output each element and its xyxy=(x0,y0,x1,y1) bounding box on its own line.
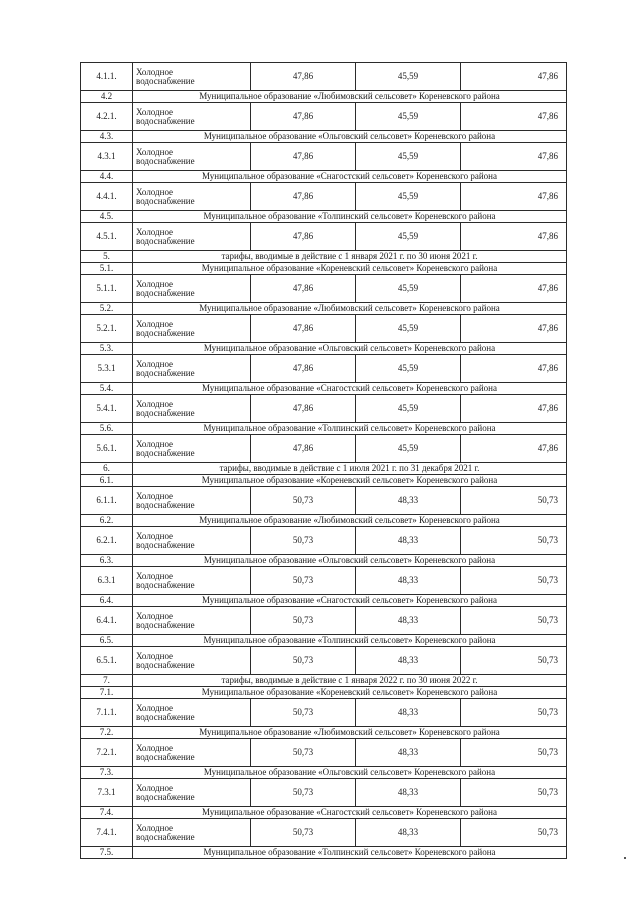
tariff-value-1: 47,86 xyxy=(251,435,356,463)
service-name-line2: водоснабжение xyxy=(136,539,195,550)
section-title: Муниципальное образование «Любимовский сельсовет» Кореневского района xyxy=(133,303,567,315)
section-title: Муниципальное образование «Ольговский сельсовет» Кореневского района xyxy=(133,131,567,143)
tariff-value-1: 47,86 xyxy=(251,223,356,251)
tariff-value-2: 45,59 xyxy=(356,435,461,463)
tariff-value-1: 50,73 xyxy=(251,487,356,515)
row-number: 5.3. xyxy=(81,343,133,355)
row-number: 6.2. xyxy=(81,515,133,527)
table-row xyxy=(81,395,567,423)
tariff-value-1: 50,73 xyxy=(251,699,356,727)
section-row xyxy=(81,251,567,263)
row-number: 6.1.1. xyxy=(81,487,133,515)
service-name-line1: Холодное xyxy=(136,146,174,157)
service-name xyxy=(133,739,251,767)
row-number: 7. xyxy=(81,675,133,687)
scan-speck xyxy=(624,857,626,859)
service-name xyxy=(133,699,251,727)
row-number: 4.5.1. xyxy=(81,223,133,251)
table-row xyxy=(81,779,567,807)
tariff-value-1: 50,73 xyxy=(251,779,356,807)
section-title: Муниципальное образование «Толпинский сельсовет» Кореневского района xyxy=(133,423,567,435)
service-name xyxy=(133,183,251,211)
table-row xyxy=(81,435,567,463)
row-number: 7.3.1 xyxy=(81,779,133,807)
section-title: Муниципальное образование «Любимовский сельсовет» Кореневского района xyxy=(133,91,567,103)
section-row xyxy=(81,303,567,315)
service-name-line2: водоснабжение xyxy=(136,155,195,166)
table-row xyxy=(81,739,567,767)
service-name-line2: водоснабжение xyxy=(136,751,195,762)
section-title: Муниципальное образование «Любимовский сельсовет» Кореневского района xyxy=(133,727,567,739)
row-number: 7.1.1. xyxy=(81,699,133,727)
service-name-line2: водоснабжение xyxy=(136,499,195,510)
tariff-table xyxy=(80,62,567,859)
row-number: 4.3. xyxy=(81,131,133,143)
section-title: Муниципальное образование «Снагостский сельсовет» Кореневского района xyxy=(133,595,567,607)
section-row xyxy=(81,675,567,687)
tariff-value-1: 50,73 xyxy=(251,647,356,675)
service-name-line1: Холодное xyxy=(136,278,174,289)
tariff-value-2: 48,33 xyxy=(356,739,461,767)
tariff-value-3: 47,86 xyxy=(461,63,567,91)
tariff-value-2: 48,33 xyxy=(356,607,461,635)
service-name-line1: Холодное xyxy=(136,106,174,117)
section-title: Муниципальное образование «Кореневский сельсовет» Кореневского района xyxy=(133,263,567,275)
table-row xyxy=(81,487,567,515)
tariff-value-3: 47,86 xyxy=(461,103,567,131)
service-name xyxy=(133,607,251,635)
table-row xyxy=(81,607,567,635)
table-row xyxy=(81,647,567,675)
section-title: Муниципальное образование «Любимовский сельсовет» Кореневского района xyxy=(133,515,567,527)
row-number: 4.2.1. xyxy=(81,103,133,131)
row-number: 5.3.1 xyxy=(81,355,133,383)
tariff-value-3: 47,86 xyxy=(461,183,567,211)
tariff-value-2: 45,59 xyxy=(356,103,461,131)
tariff-value-3: 47,86 xyxy=(461,315,567,343)
tariff-value-1: 47,86 xyxy=(251,355,356,383)
row-number: 5. xyxy=(81,251,133,263)
service-name-line1: Холодное xyxy=(136,318,174,329)
service-name-line1: Холодное xyxy=(136,570,174,581)
tariff-value-2: 45,59 xyxy=(356,183,461,211)
section-row xyxy=(81,423,567,435)
tariff-value-3: 50,73 xyxy=(461,567,567,595)
service-name xyxy=(133,487,251,515)
row-number: 5.1. xyxy=(81,263,133,275)
section-title: тарифы, вводимые в действие с 1 января 2022 г. по 30 июня 2022 г. xyxy=(133,675,567,687)
row-number: 6.2.1. xyxy=(81,527,133,555)
row-number: 7.2. xyxy=(81,727,133,739)
service-name xyxy=(133,779,251,807)
section-row xyxy=(81,463,567,475)
tariff-value-3: 50,73 xyxy=(461,699,567,727)
section-row xyxy=(81,475,567,487)
tariff-value-3: 50,73 xyxy=(461,527,567,555)
service-name-line2: водоснабжение xyxy=(136,659,195,670)
service-name xyxy=(133,223,251,251)
tariff-value-2: 48,33 xyxy=(356,567,461,595)
tariff-value-3: 50,73 xyxy=(461,739,567,767)
service-name-line1: Холодное xyxy=(136,650,174,661)
service-name-line2: водоснабжение xyxy=(136,327,195,338)
service-name xyxy=(133,395,251,423)
tariff-value-2: 48,33 xyxy=(356,819,461,847)
row-number: 5.2.1. xyxy=(81,315,133,343)
service-name-line2: водоснабжение xyxy=(136,75,195,86)
tariff-value-1: 50,73 xyxy=(251,607,356,635)
service-name xyxy=(133,355,251,383)
table-row xyxy=(81,699,567,727)
tariff-value-3: 47,86 xyxy=(461,143,567,171)
section-row xyxy=(81,515,567,527)
tariff-value-3: 50,73 xyxy=(461,607,567,635)
row-number: 6.4.1. xyxy=(81,607,133,635)
service-name xyxy=(133,275,251,303)
tariff-value-1: 50,73 xyxy=(251,739,356,767)
tariff-value-2: 45,59 xyxy=(356,395,461,423)
section-title: Муниципальное образование «Ольговский сельсовет» Кореневского района xyxy=(133,343,567,355)
table-row xyxy=(81,63,567,91)
tariff-value-1: 47,86 xyxy=(251,63,356,91)
tariff-value-1: 47,86 xyxy=(251,315,356,343)
table-row xyxy=(81,315,567,343)
tariff-value-3: 47,86 xyxy=(461,275,567,303)
section-row xyxy=(81,555,567,567)
row-number: 6.4. xyxy=(81,595,133,607)
row-number: 6.3. xyxy=(81,555,133,567)
tariff-value-1: 47,86 xyxy=(251,395,356,423)
row-number: 6. xyxy=(81,463,133,475)
section-row xyxy=(81,595,567,607)
service-name-line1: Холодное xyxy=(136,358,174,369)
row-number: 4.4. xyxy=(81,171,133,183)
service-name-line2: водоснабжение xyxy=(136,831,195,842)
tariff-value-2: 45,59 xyxy=(356,223,461,251)
service-name-line2: водоснабжение xyxy=(136,195,195,206)
tariff-value-3: 47,86 xyxy=(461,395,567,423)
tariff-value-1: 50,73 xyxy=(251,527,356,555)
section-title: Муниципальное образование «Снагостский сельсовет» Кореневского района xyxy=(133,171,567,183)
tariff-value-2: 48,33 xyxy=(356,647,461,675)
section-row xyxy=(81,687,567,699)
section-title: Муниципальное образование «Ольговский сельсовет» Кореневского района xyxy=(133,555,567,567)
table-row xyxy=(81,183,567,211)
service-name xyxy=(133,143,251,171)
service-name-line1: Холодное xyxy=(136,782,174,793)
service-name-line2: водоснабжение xyxy=(136,287,195,298)
service-name-line2: водоснабжение xyxy=(136,579,195,590)
row-number: 6.5. xyxy=(81,635,133,647)
section-row xyxy=(81,131,567,143)
tariff-value-2: 48,33 xyxy=(356,779,461,807)
row-number: 5.6.1. xyxy=(81,435,133,463)
row-number: 4.5. xyxy=(81,211,133,223)
tariff-value-3: 47,86 xyxy=(461,223,567,251)
table-row xyxy=(81,143,567,171)
service-name-line1: Холодное xyxy=(136,438,174,449)
service-name-line1: Холодное xyxy=(136,702,174,713)
tariff-value-1: 50,73 xyxy=(251,567,356,595)
row-number: 4.2 xyxy=(81,91,133,103)
service-name-line2: водоснабжение xyxy=(136,711,195,722)
service-name xyxy=(133,435,251,463)
section-row xyxy=(81,635,567,647)
table-row xyxy=(81,567,567,595)
service-name xyxy=(133,819,251,847)
tariff-value-1: 47,86 xyxy=(251,183,356,211)
table-row xyxy=(81,527,567,555)
table-row xyxy=(81,223,567,251)
service-name xyxy=(133,647,251,675)
tariff-value-2: 45,59 xyxy=(356,63,461,91)
row-number: 5.6. xyxy=(81,423,133,435)
section-row xyxy=(81,211,567,223)
service-name-line1: Холодное xyxy=(136,610,174,621)
row-number: 7.1. xyxy=(81,687,133,699)
service-name-line1: Холодное xyxy=(136,742,174,753)
section-title: тарифы, вводимые в действие с 1 июля 2021 г. по 31 декабря 2021 г. xyxy=(133,463,567,475)
section-row xyxy=(81,767,567,779)
section-row xyxy=(81,91,567,103)
row-number: 5.4. xyxy=(81,383,133,395)
service-name-line2: водоснабжение xyxy=(136,367,195,378)
section-title: Муниципальное образование «Кореневский сельсовет» Кореневского района xyxy=(133,475,567,487)
tariff-value-3: 47,86 xyxy=(461,355,567,383)
row-number: 5.1.1. xyxy=(81,275,133,303)
tariff-value-1: 47,86 xyxy=(251,103,356,131)
tariff-value-2: 45,59 xyxy=(356,355,461,383)
row-number: 7.4.1. xyxy=(81,819,133,847)
table-row xyxy=(81,103,567,131)
tariff-value-3: 50,73 xyxy=(461,819,567,847)
table-row xyxy=(81,819,567,847)
section-title: Муниципальное образование «Ольговский сельсовет» Кореневского района xyxy=(133,767,567,779)
tariff-value-3: 47,86 xyxy=(461,435,567,463)
service-name-line1: Холодное xyxy=(136,66,174,77)
row-number: 4.1.1. xyxy=(81,63,133,91)
row-number: 7.2.1. xyxy=(81,739,133,767)
row-number: 5.4.1. xyxy=(81,395,133,423)
service-name-line2: водоснабжение xyxy=(136,791,195,802)
section-row xyxy=(81,807,567,819)
service-name-line1: Холодное xyxy=(136,822,174,833)
row-number: 7.5. xyxy=(81,847,133,859)
tariff-value-2: 48,33 xyxy=(356,527,461,555)
section-row xyxy=(81,171,567,183)
row-number: 6.5.1. xyxy=(81,647,133,675)
section-title: Муниципальное образование «Снагостский сельсовет» Кореневского района xyxy=(133,383,567,395)
tariff-value-2: 45,59 xyxy=(356,143,461,171)
service-name xyxy=(133,315,251,343)
section-title: Муниципальное образование «Толпинский сельсовет» Кореневского района xyxy=(133,635,567,647)
section-title: Муниципальное образование «Толпинский сельсовет» Кореневского района xyxy=(133,211,567,223)
tariff-table-body xyxy=(81,63,567,859)
table-row xyxy=(81,275,567,303)
tariff-value-2: 48,33 xyxy=(356,699,461,727)
service-name-line2: водоснабжение xyxy=(136,619,195,630)
service-name-line1: Холодное xyxy=(136,226,174,237)
tariff-value-1: 47,86 xyxy=(251,143,356,171)
service-name-line1: Холодное xyxy=(136,186,174,197)
section-title: Муниципальное образование «Толпинский сельсовет» Кореневского района xyxy=(133,847,567,859)
service-name-line2: водоснабжение xyxy=(136,235,195,246)
section-row xyxy=(81,847,567,859)
tariff-value-1: 50,73 xyxy=(251,819,356,847)
tariff-value-3: 50,73 xyxy=(461,647,567,675)
tariff-value-2: 45,59 xyxy=(356,275,461,303)
service-name-line2: водоснабжение xyxy=(136,447,195,458)
row-number: 7.4. xyxy=(81,807,133,819)
row-number: 5.2. xyxy=(81,303,133,315)
service-name-line1: Холодное xyxy=(136,490,174,501)
section-row xyxy=(81,727,567,739)
section-title: Муниципальное образование «Снагостский сельсовет» Кореневского района xyxy=(133,807,567,819)
tariff-value-1: 47,86 xyxy=(251,275,356,303)
tariff-value-2: 45,59 xyxy=(356,315,461,343)
service-name xyxy=(133,567,251,595)
tariff-value-2: 48,33 xyxy=(356,487,461,515)
section-row xyxy=(81,343,567,355)
row-number: 6.3.1 xyxy=(81,567,133,595)
service-name xyxy=(133,527,251,555)
row-number: 4.4.1. xyxy=(81,183,133,211)
service-name xyxy=(133,103,251,131)
tariff-value-3: 50,73 xyxy=(461,779,567,807)
table-row xyxy=(81,355,567,383)
row-number: 6.1. xyxy=(81,475,133,487)
row-number: 4.3.1 xyxy=(81,143,133,171)
section-title: Муниципальное образование «Кореневский сельсовет» Кореневского района xyxy=(133,687,567,699)
section-row xyxy=(81,383,567,395)
service-name-line2: водоснабжение xyxy=(136,115,195,126)
service-name-line2: водоснабжение xyxy=(136,407,195,418)
row-number: 7.3. xyxy=(81,767,133,779)
section-row xyxy=(81,263,567,275)
service-name-line1: Холодное xyxy=(136,398,174,409)
service-name xyxy=(133,63,251,91)
section-title: тарифы, вводимые в действие с 1 января 2021 г. по 30 июня 2021 г. xyxy=(133,251,567,263)
service-name-line1: Холодное xyxy=(136,530,174,541)
tariff-value-3: 50,73 xyxy=(461,487,567,515)
